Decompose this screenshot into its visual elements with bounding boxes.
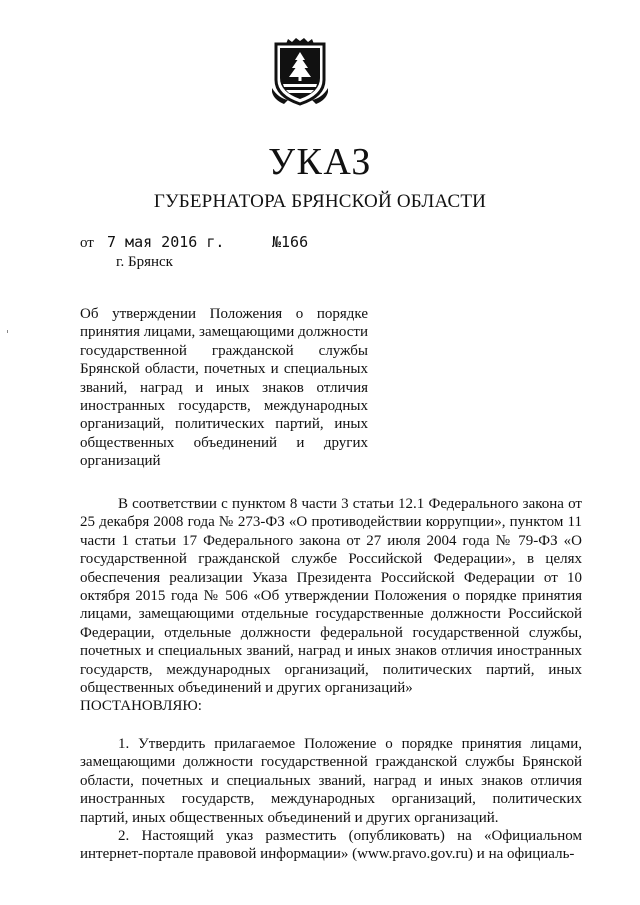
city: г. Брянск <box>116 254 173 270</box>
date-line <box>80 233 309 252</box>
document-date: 7 мая 2016 г. <box>107 233 225 251</box>
document-title: УКАЗ <box>268 141 372 183</box>
coat-of-arms-icon <box>272 38 328 106</box>
date-prefix: от <box>80 235 94 251</box>
document-subject: Об утверждении Положения о порядке принятия лицами, замещающими должности государственной гражданской службы Брянской области, почетных и специальных званий, наград и иных знаков отличия иностранных государств, международных организаций, политических партий, иных общественных объединений и других организаций <box>80 306 368 470</box>
document-body <box>80 495 582 864</box>
point-paragraph: 2. Настоящий указ разместить (опубликовать) на «Официальном интернет-портале правовой информации» (www.pravo.gov.ru) и на официаль- <box>80 827 582 863</box>
point-paragraph: 1. Утвердить прилагаемое Положение о порядке принятия лицами, замещающими должности государственной гражданской службы Брянской области, почетных и специальных званий, наград и иных знаков отличия иностранных государств, международных организаций, политических партий, иных общественных объединений и других организаций. <box>80 735 582 826</box>
issuer-subtitle: ГУБЕРНАТОРА БРЯНСКОЙ ОБЛАСТИ <box>153 191 487 212</box>
document-number: №166 <box>272 233 309 251</box>
margin-mark <box>7 330 8 333</box>
preamble-paragraph: В соответствии с пунктом 8 части 3 статьи 12.1 Федерального закона от 25 декабря 2008 года № 273-ФЗ «О противодействии коррупции», пунктом 11 части 1 статьи 17 Федерального закона от 27 июля 2004 года № 79-ФЗ «О государственной гражданской службе Российской Федерации», в целях обеспечения реализации Указа Президента Российской Федерации от 10 октября 2015 года № 506 «Об утверждении Положения о порядке принятия лицами, замещающими отдельные государственные должности Российской Федерации, отдельные должности федеральной государственной службы, почетных и специальных званий, наград и иных знаков отличия иностранных государств, международных организаций, политических партий, иных общественных объединений и других организаций» <box>80 496 582 697</box>
decree-word: ПОСТАНОВЛЯЮ: <box>80 698 202 715</box>
